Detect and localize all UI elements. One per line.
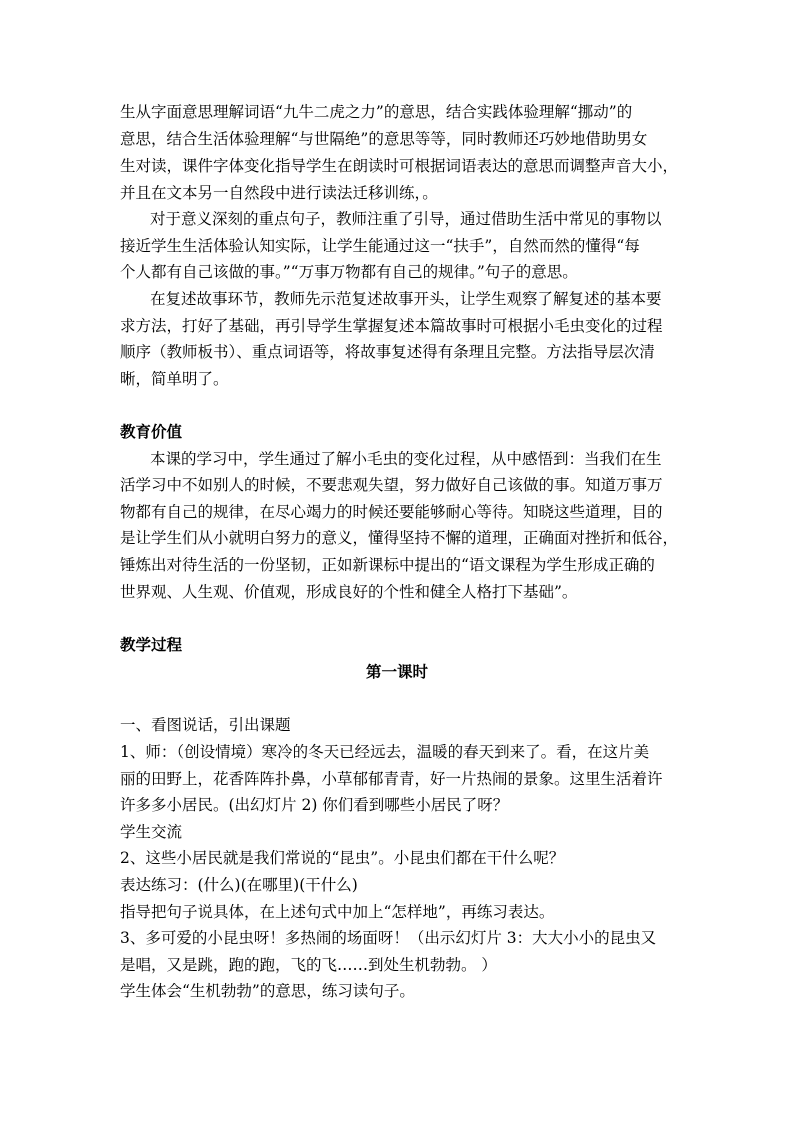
body-text-line: 学生交流: [120, 823, 183, 841]
body-text-line: 活学习中不如别人的时候，不要悲观失望，努力做好自己该做的事。知道万事万: [120, 476, 663, 494]
body-text-line: 表达练习：(什么)(在哪里)(干什么): [120, 876, 358, 894]
body-text-line: 丽的田野上，花香阵阵扑鼻，小草郁郁青青，好一片热闹的景象。这里生活着许: [120, 770, 663, 788]
body-text-line: 世界观、人生观、价值观，形成良好的个性和健全人格打下基础”。: [120, 583, 578, 601]
body-text-line: 锤炼出对待生活的一份坚韧，正如新课标中提出的“语文课程为学生形成正确的: [120, 556, 655, 574]
section-heading: 教学过程: [120, 635, 183, 654]
body-text-line: 3、多可爱的小昆虫呀！多热闹的场面呀！（出示幻灯片 3：大大小小的昆虫又: [120, 929, 657, 947]
body-text-line: 接近学生生活体验认知实际，让学生能通过这一“扶手”，自然而然的懂得“每: [120, 237, 640, 255]
body-text-line: 是让学生们从小就明白努力的意义，懂得坚持不懈的道理，正确面对挫折和低谷，: [120, 529, 679, 547]
body-text-line: 本课的学习中，学生通过了解小毛虫的变化过程，从中感悟到：当我们在生: [150, 450, 662, 468]
body-text-line: 生从字面意思理解词语“九牛二虎之力”的意思，结合实践体验理解“挪动”的: [120, 103, 633, 121]
body-text-line: 1、师：（创设情境）寒冷的冬天已经远去，温暖的春天到来了。看，在这片美: [120, 743, 650, 761]
body-text-line: 在复述故事环节，教师先示范复述故事开头，让学生观察了解复述的基本要: [150, 290, 662, 308]
body-text-line: 求方法，打好了基础，再引导学生掌握复述本篇故事时可根据小毛虫变化的过程: [120, 317, 663, 335]
body-text-line: 一、看图说话，引出课题: [120, 716, 291, 734]
body-text-line: 许多多小居民。(出幻灯片 2) 你们看到哪些小居民了呀？: [120, 796, 509, 814]
body-text-line: 顺序（教师板书）、重点词语等，将故事复述得有条理且完整。方法指导层次清: [120, 343, 655, 361]
body-text-line: 并且在文本另一自然段中进行读法迁移训练，。: [120, 184, 438, 202]
lesson-title: 第一课时: [365, 662, 428, 681]
body-text-line: 意思，结合生活体验理解“与世隔绝”的意思等等，同时教师还巧妙地借助男女: [120, 130, 648, 148]
body-text-line: 晰，简单明了。: [120, 370, 229, 388]
body-text-line: 学生体会“生机勃勃”的意思，练习读句子。: [120, 982, 415, 1000]
body-text-line: 物都有自己的规律，在尽心竭力的时候还要能够耐心等待。知晓这些道理，目的: [120, 503, 663, 521]
body-text-line: 指导把句子说具体，在上述句式中加上“怎样地”，再练习表达。: [120, 903, 555, 921]
body-text-line: 对于意义深刻的重点句子，教师注重了引导，通过借助生活中常见的事物以: [150, 210, 662, 228]
body-text-line: 生对读，课件字体变化指导学生在朗读时可根据词语表达的意思而调整声音大小，: [120, 157, 679, 175]
body-text-line: 2、这些小居民就是我们常说的“昆虫”。小昆虫们都在干什么呢？: [120, 849, 565, 867]
section-heading: 教育价值: [120, 422, 183, 441]
body-text-line: 是唱，又是跳，跑的跑，飞的飞……到处生机勃勃。 ）: [120, 956, 497, 974]
body-text-line: 个人都有自己该做的事。”“万事万物都有自己的规律。”句子的意思。: [120, 263, 578, 281]
